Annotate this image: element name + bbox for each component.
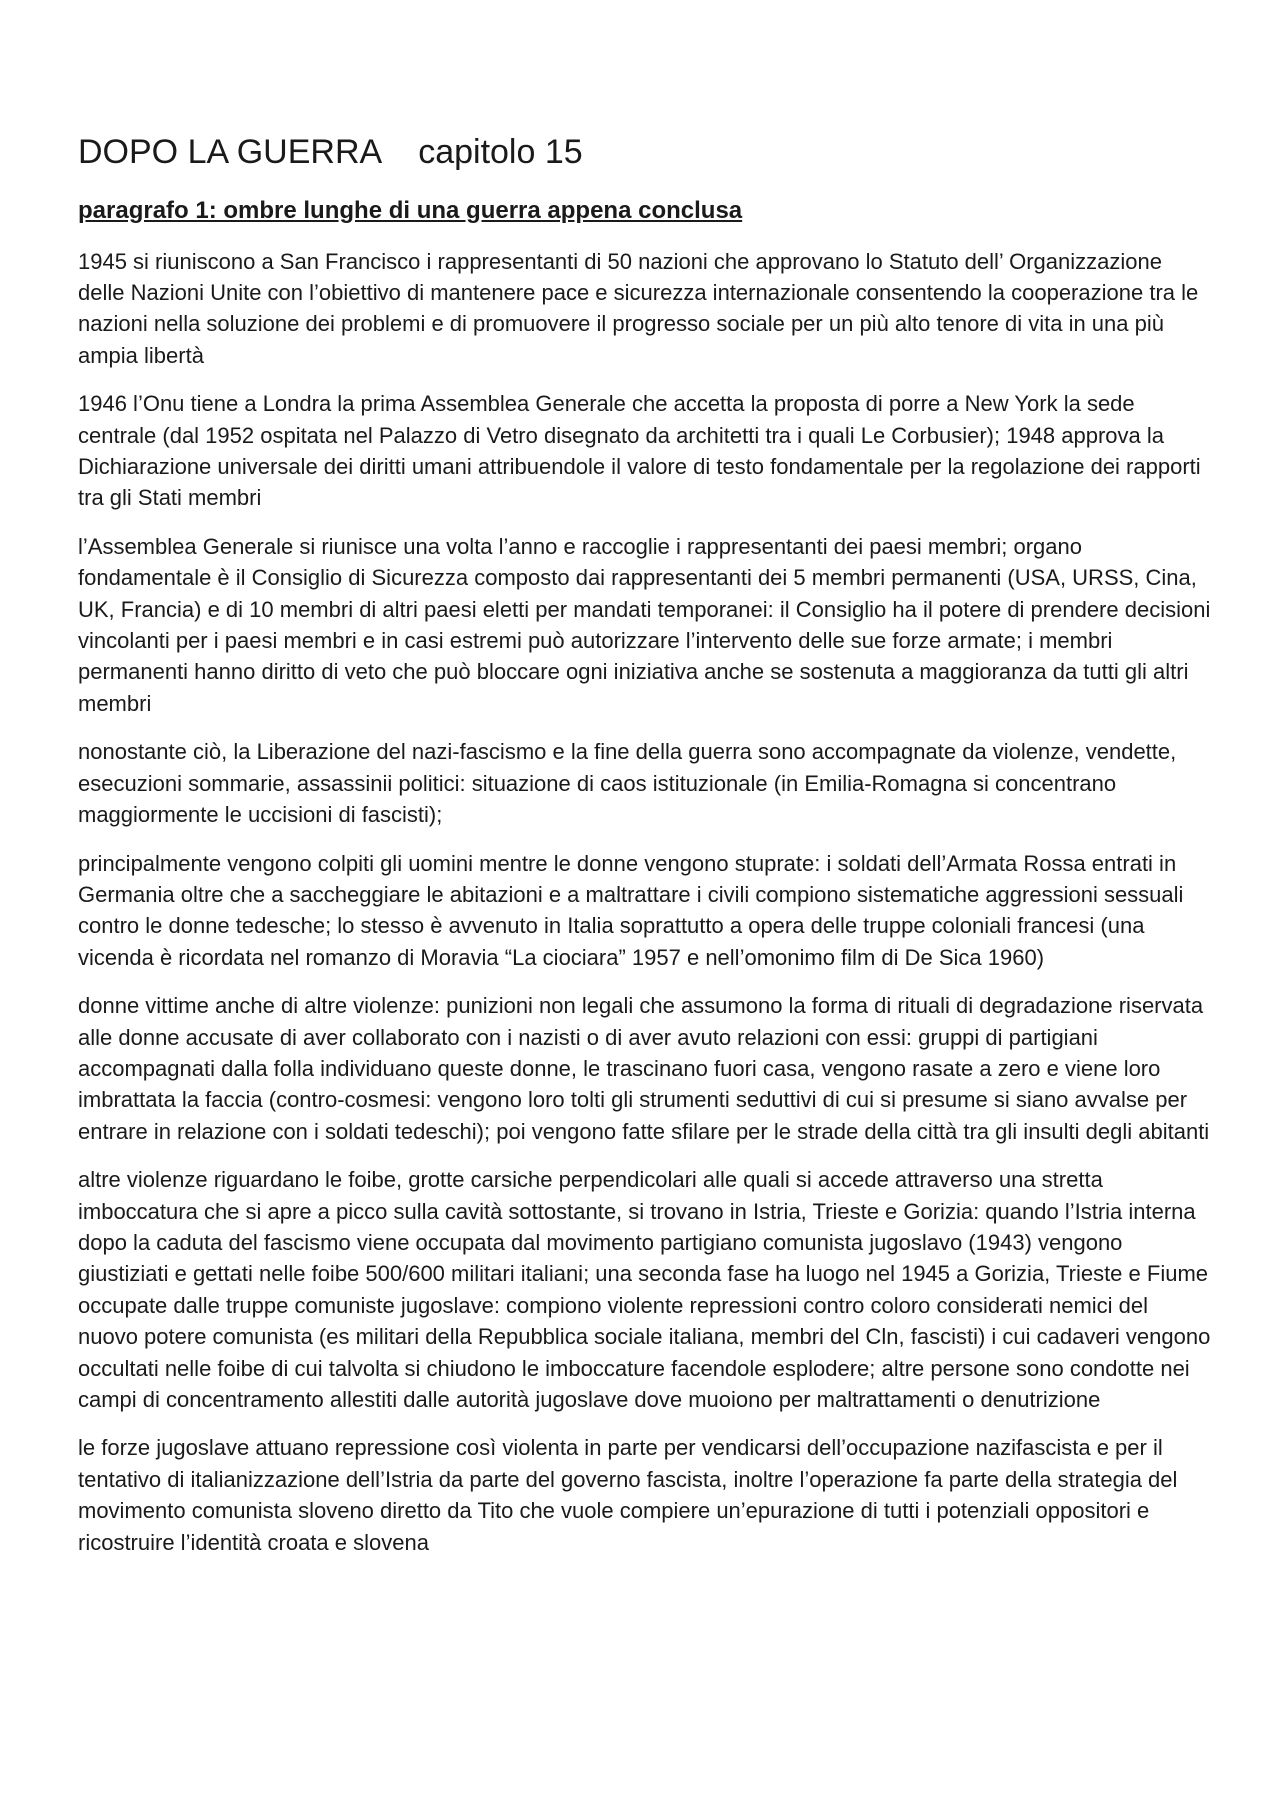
paragraph-yugoslav-repression: le forze jugoslave attuano repressione così violenta in parte per vendicarsi dell’occupazione nazifascista e per il tentativo di italianizzazione dell’Istria da parte del governo fascista, inoltre l’operazione fa parte della strategia del movimento comunista sloveno diretto da Tito che vuole compiere un’epurazione di tutti i potenziali oppositori e ricostruire l’identità croata e slovena [78, 1435, 1178, 1555]
paragraph-onu-assembly: 1946 l’Onu tiene a Londra la prima Assemblea Generale che accetta la proposta di porre a New York la sede centrale (dal 1952 ospitata nel Palazzo di Vetro disegnato da architetti tra i quali Le Corbusier); 1948 approva la Dichiarazione universale dei diritti umani attribuendole il valore di testo fondamentale per la regolazione dei rapporti tra gli Stati membri [78, 391, 1201, 511]
section-subtitle: paragrafo 1: ombre lunghe di una guerra appena conclusa [78, 196, 743, 224]
paragraph-security-council: l’Assemblea Generale si riunisce una volta l’anno e raccoglie i rappresentanti dei paesi membri; organo fondamentale è il Consiglio di Sicurezza composto dai rappresentanti dei 5 membri permanenti (USA, URSS, Cina, UK, Francia) e di 10 membri di altri paesi eletti per mandati temporanei: il Consiglio ha il potere di prendere decisioni vincolanti per i paesi membri e in casi estremi può autorizzare l’intervento delle sue forze armate; i membri permanenti hanno diritto di veto che può bloccare ogni iniziativa anche se sostenuta a maggioranza da tutti gli altri membri [78, 533, 1211, 716]
paragraph-postwar-violence: nonostante ciò, la Liberazione del nazi-fascismo e la fine della guerra sono accompagnate da violenze, vendette, esecuzioni sommarie, assassinii politici: situazione di caos istituzionale (in Emilia-Romagna si concentrano maggiormente le uccisioni di fascisti); [78, 739, 1177, 828]
title-text: DOPO LA GUERRA [78, 133, 383, 171]
paragraph-violence-women: principalmente vengono colpiti gli uomini mentre le donne vengono stuprate: i soldati dell’Armata Rossa entrati in Germania oltre che a saccheggiare le abitazioni e a maltrattare i civili compiono sistematiche aggressioni sessuali contro le donne tedesche; lo stesso è avvenuto in Italia soprattutto a opera delle truppe coloniali francesi (una vicenda è ricordata nel romanzo di Moravia “La ciociara” 1957 e nell’omonimo film di De Sica 1960) [78, 850, 1184, 970]
paragraph-degradation-rituals: donne vittime anche di altre violenze: punizioni non legali che assumono la forma di rituali di degradazione riservata alle donne accusate di aver collaborato con i nazisti o di aver avuto relazioni con essi: gruppi di partigiani accompagnati dalla folla individuano queste donne, le trascinano fuori casa, vengono rasate a zero e viene loro imbrattata la faccia (contro-cosmesi: vengono loro tolti gli strumenti seduttivi di cui si presume si siano avvalse per entrare in relazione con i soldati tedeschi); poi vengono fatte sfilare per le strade della città tra gli insulti degli abitanti [78, 993, 1210, 1144]
page-title [78, 132, 1213, 173]
paragraph-foibe: altre violenze riguardano le foibe, grotte carsiche perpendicolari alle quali si accede attraverso una stretta imboccatura che si apre a picco sulla cavità sottostante, si trovano in Istria, Trieste e Gorizia: quando l’Istria interna dopo la caduta del fascismo viene occupata dal movimento partigiano comunista jugoslavo (1943) vengono giustiziati e gettati nelle foibe 500/600 militari italiani; una seconda fase ha luogo nel 1945 a Gorizia, Trieste e Fiume occupate dalle truppe comuniste jugoslave: compiono violente repressioni contro coloro considerati nemici del nuovo potere comunista (es militari della Repubblica sociale italiana, membri del Cln, fascisti) i cui cadaveri vengono occultati nelle foibe di cui talvolta si chiudono le imboccature facendole esplodere; altre persone sono condotte nei campi di concentramento allestiti dalle autorità jugoslave dove muoiono per maltrattamenti o denutrizione [78, 1167, 1211, 1412]
chapter-label: capitolo 15 [418, 133, 583, 171]
document-page [78, 132, 1213, 1575]
paragraph-onu-founding: 1945 si riuniscono a San Francisco i rappresentanti di 50 nazioni che approvano lo Statuto dell’ Organizzazione delle Nazioni Unite con l’obiettivo di mantenere pace e sicurezza internazionale consentendo la cooperazione tra le nazioni nella soluzione dei problemi e di promuovere il progresso sociale per un più alto tenore di vita in una più ampia libertà [78, 248, 1199, 368]
